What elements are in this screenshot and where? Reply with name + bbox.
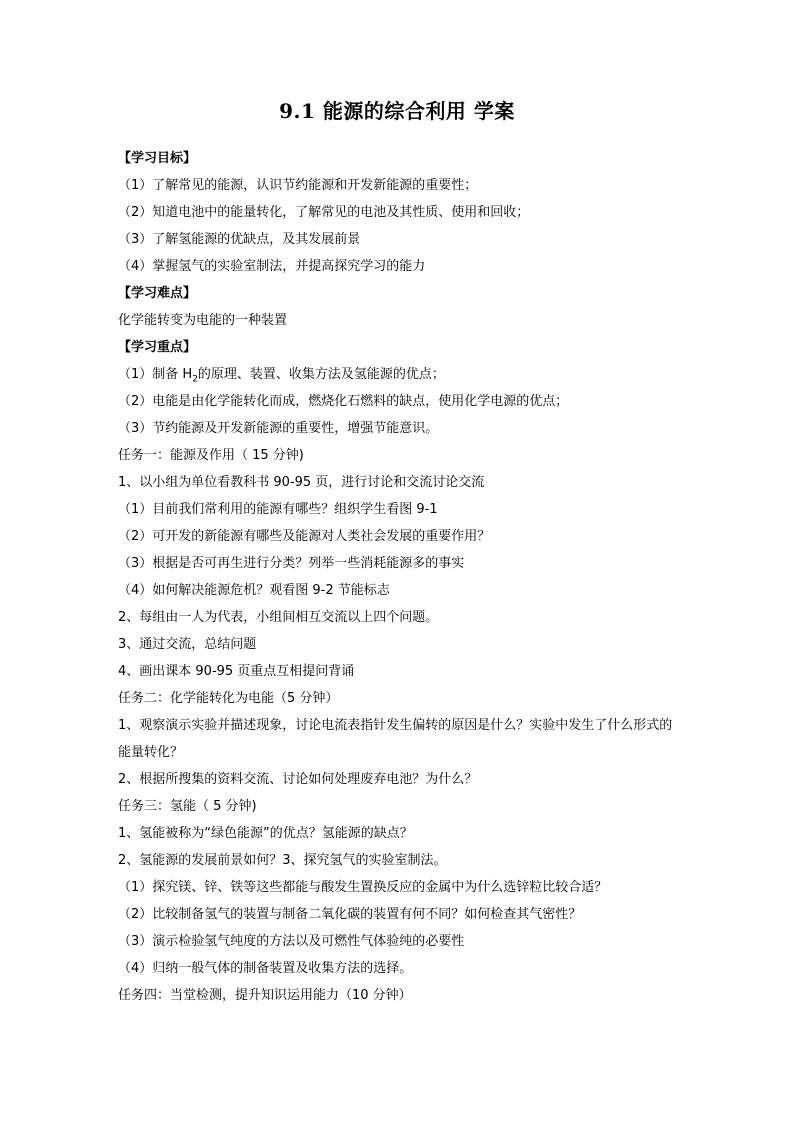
task2-line: 1、观察演示实验并描述现象，讨论电流表指针发生偏转的原因是什么？实验中发生了什么形式的能量转化？ <box>118 718 673 760</box>
difficulty-text: 化学能转变为电能的一种装置 <box>118 313 288 328</box>
task3-line: （4）归纳一般气体的制备装置及收集方法的选择。 <box>118 961 413 976</box>
task1-line: （3）根据是否可再生进行分类？列举一些消耗能源多的事实 <box>118 556 465 571</box>
task3-heading: 任务三：氢能（ 5 分钟) <box>118 799 257 814</box>
objective-item: （3）了解氢能源的优缺点，及其发展前景 <box>118 232 361 247</box>
key-point-text: 的原理、装置、收集方法及氢能源的优点； <box>197 367 445 382</box>
task3-line: （3）演示检验氢气纯度的方法以及可燃性气体验纯的必要性 <box>118 934 465 949</box>
task1-line: （1）目前我们常利用的能源有哪些？组织学生看图 9-1 <box>118 502 438 517</box>
task1-line: 3、通过交流，总结问题 <box>118 637 257 652</box>
task3-line: （2）比较制备氢气的装置与制备二氧化碳的装置有何不同？如何检查其气密性？ <box>118 907 582 922</box>
objective-item: （4）掌握氢气的实验室制法，并提高探究学习的能力 <box>118 259 426 274</box>
task2-heading: 任务二：化学能转化为电能（5 分钟） <box>118 691 339 706</box>
document-body <box>118 145 678 1009</box>
key-points-heading: 【学习重点】 <box>118 340 197 355</box>
task4-heading: 任务四：当堂检测，提升知识运用能力（10 分钟） <box>118 988 412 1003</box>
task1-line: （2）可开发的新能源有哪些及能源对人类社会发展的重要作用？ <box>118 529 491 544</box>
objective-item: （2）知道电池中的能量转化，了解常见的电池及其性质、使用和回收； <box>118 205 530 220</box>
task3-line: 2、氢能源的发展前景如何？3、探究氢气的实验室制法。 <box>118 853 447 868</box>
task1-line: （4）如何解决能源危机？观看图 9-2 节能标志 <box>118 583 390 598</box>
key-point-item <box>118 361 678 388</box>
key-point-item: （3）节约能源及开发新能源的重要性，增强节能意识。 <box>118 421 439 436</box>
task1-line: 2、每组由一人为代表，小组间相互交流以上四个问题。 <box>118 610 439 625</box>
task3-line: 1、氢能被称为“绿色能源”的优点？氢能源的缺点？ <box>118 826 413 841</box>
page-title: 9.1 能源的综合利用 学案 <box>279 99 515 123</box>
objectives-heading: 【学习目标】 <box>118 151 197 166</box>
task3-line: （1）探究镁、锌、铁等这些都能与酸发生置换反应的金属中为什么选锌粒比较合适？ <box>118 880 608 895</box>
subscript: 2 <box>192 374 198 385</box>
task1-line: 1、以小组为单位看教科书 90-95 页，进行讨论和交流讨论交流 <box>118 475 485 490</box>
key-point-item: （2）电能是由化学能转化而成，燃烧化石燃料的缺点，使用化学电源的优点； <box>118 394 569 409</box>
task1-heading: 任务一：能源及作用（ 15 分钟) <box>118 448 304 463</box>
difficulty-heading: 【学习难点】 <box>118 286 197 301</box>
key-point-text: （1）制备 H <box>118 367 193 382</box>
task1-line: 4、画出课本 90-95 页重点互相提问背诵 <box>118 664 355 679</box>
objective-item: （1）了解常见的能源，认识节约能源和开发新能源的重要性； <box>118 178 478 193</box>
task2-line: 2、根据所搜集的资料交流、讨论如何处理废弃电池？为什么？ <box>118 772 478 787</box>
